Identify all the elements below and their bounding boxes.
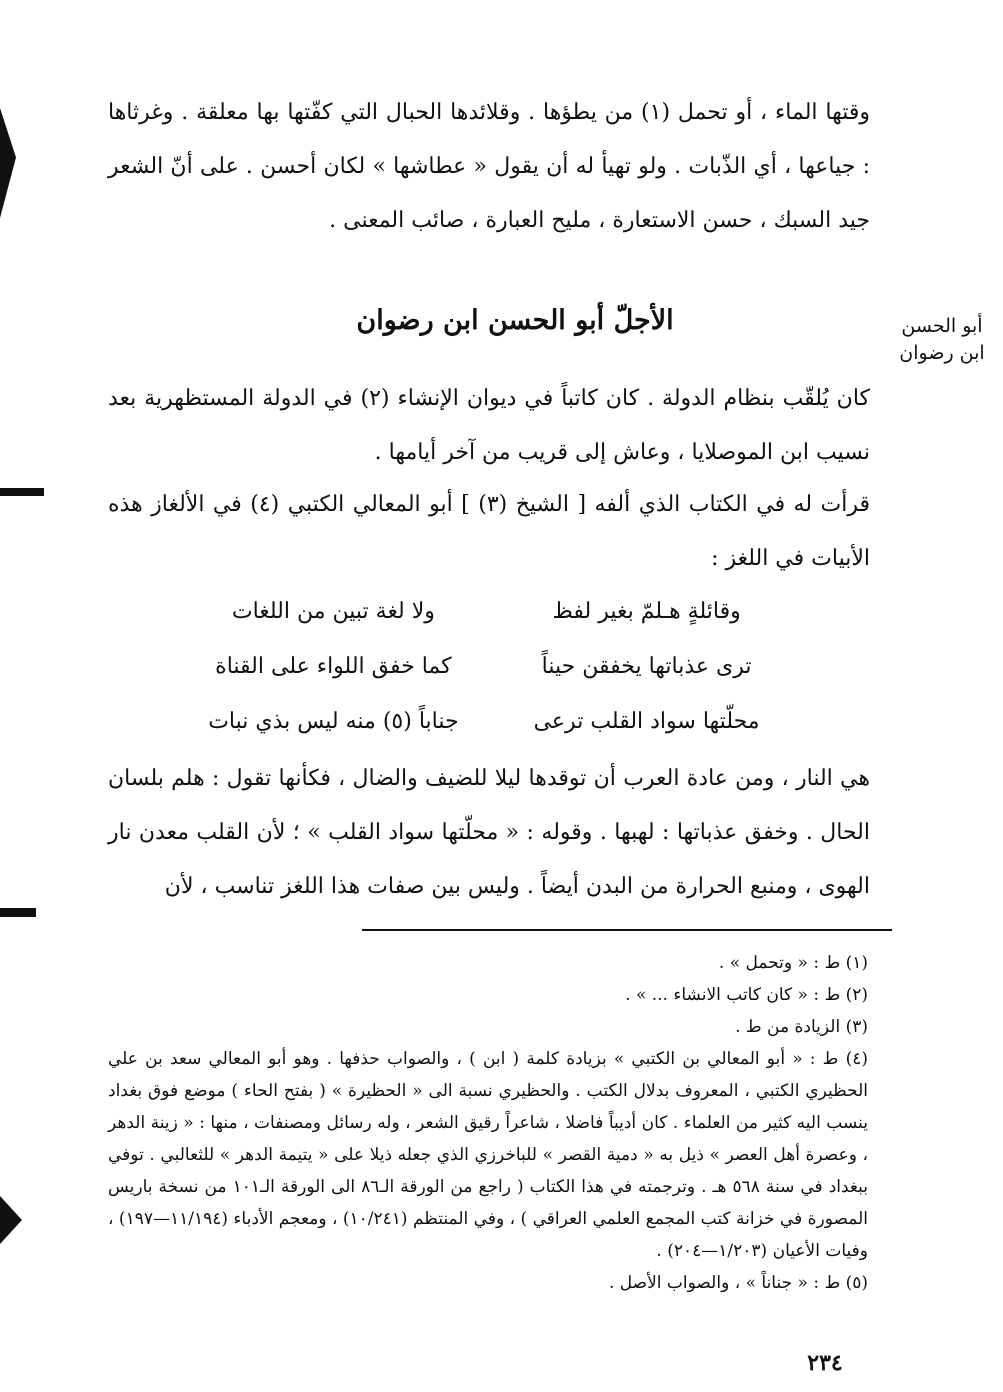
- scan-edge-mark-top: [0, 108, 16, 218]
- verse-first-hemistich: محلّتها سواد القلب ترعى: [533, 709, 760, 734]
- verse-row: [200, 639, 780, 694]
- paragraph-1: كان يُلقّب بنظام الدولة . كان كاتباً في ديوان الإنشاء (٢) في الدولة المستظهرية بعد نسيب ابن الموصلايا ، وعاش إلى قريب من آخر أيامها .: [108, 386, 870, 465]
- verse-second-hemistich: جناباً (٥) منه ليس بذي نبات: [208, 709, 459, 734]
- top-paragraph: وقتها الماء ، أو تحمل (١) من يطؤها . وقلائدها الحبال التي كفّتها بها معلقة . وغرثاها : جياعها ، أي الذّبات . ولو تهيأ له أن يقول « عطاشها » لكان أحسن . على أنّ الشعر جيد السبك ، حسن الاستعارة ، مليح العبارة ، صائب المعنى .: [108, 100, 871, 233]
- footnote-4: (٤) ط : « أبو المعالي بن الكتبي » بزيادة كلمة ( ابن ) ، والصواب حذفها . وهو أبو المعالي سعد بن علي الحظيري الكتبي ، المعروف بدلال الكتب . والحظيري نسبة الى « الحظيرة » ( بفتح الحاء ) موضع فوق بغداد ينسب اليه كثير من العلماء . كان أديباً فاضلا ، شاعراً رقيق الشعر ، وله رسائل ومصنفات ، منها : « زينة الدهر ، وعصرة أهل العصر » ذيل به « دمية القصر » للباخرزي الذي جعله ذيلا على « يتيمة الدهر » للثعالبي . توفي ببغداد في سنة ٥٦٨ هـ . وترجمته في هذا الكتاب ( راجع من الورقة الـ٨٦ الى الورقة الـ١٠١ من نسخة باريس المصورة في خزانة كتب المجمع العلمي العراقي ) ، وفي المنتظم (١٠/٢٤١) ، ومعجم الأدباء (١١/١٩٤—١٩٧) ، وفيات الأعيان (١/٢٠٣—٢٠٤) .: [108, 1049, 868, 1261]
- scan-edge-mark-middle: [0, 488, 44, 496]
- page-number: ٢٣٤: [807, 1350, 843, 1376]
- footnote-divider: [362, 929, 892, 931]
- margin-note-line-1: أبو الحسن: [901, 315, 983, 337]
- paragraph-2: قرأت له في الكتاب الذي ألفه [ الشيخ (٣) ] أبو المعالي الكتبي (٤) في الألغاز هذه الأبيات في اللغز :: [108, 492, 870, 571]
- footnote-2: (٢) ط : « كان كاتب الانشاء ... » .: [625, 985, 868, 1005]
- footnote-3: (٣) الزيادة من ط .: [735, 1017, 868, 1037]
- verse-row: [200, 694, 780, 749]
- margin-note-line-2: ابن رضوان: [899, 342, 985, 364]
- verse-first-hemistich: وقائلةٍ هـلمّ بغير لفظ: [552, 599, 741, 624]
- verse-row: [200, 584, 780, 639]
- scan-edge-mark-lower: [0, 908, 36, 917]
- verse-second-hemistich: كما خفق اللواء على القناة: [215, 654, 452, 679]
- footnotes: [108, 947, 868, 1299]
- scan-edge-mark-bottom: [0, 1196, 22, 1244]
- verse-second-hemistich: ولا لغة تبين من اللغات: [231, 599, 435, 624]
- paragraph-3: هي النار ، ومن عادة العرب أن توقدها ليلا للضيف والضال ، فكأنها تقول : هلم بلسان الحال . وخفق عذباتها : لهبها . وقوله : « محلّتها سواد القلب » ؛ لأن القلب معدن نار الهوى ، ومنبع الحرارة من البدن أيضاً . وليس بين صفات هذا اللغز تناسب ، لأن: [108, 766, 870, 899]
- verse-block: [200, 584, 780, 749]
- margin-note: [888, 313, 996, 367]
- section-heading: الأجلّ أبو الحسن ابن رضوان: [356, 305, 674, 336]
- verse-first-hemistich: ترى عذباتها يخفقن حيناً: [541, 654, 752, 679]
- footnote-5: (٥) ط : « جناناً » ، والصواب الأصل .: [608, 1273, 868, 1293]
- footnote-1: (١) ط : « وتحمل » .: [718, 953, 868, 973]
